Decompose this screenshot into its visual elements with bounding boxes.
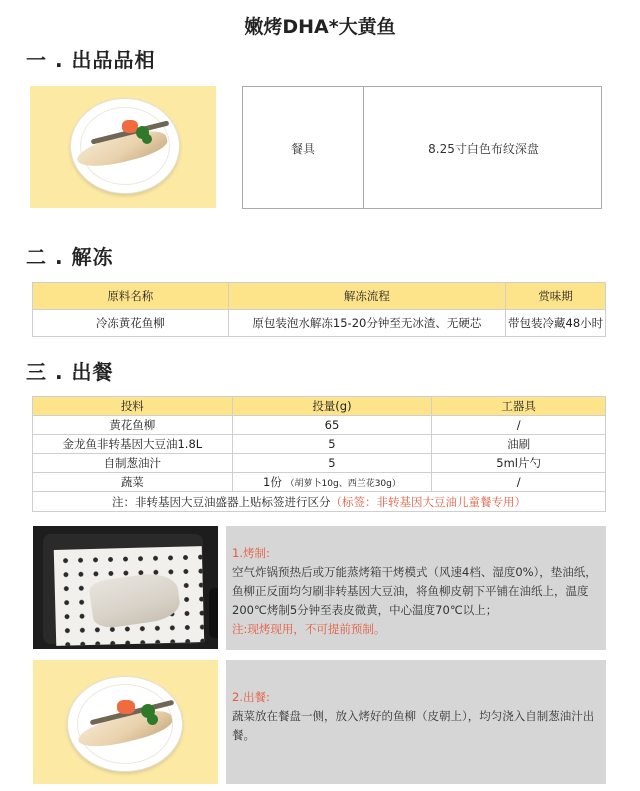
table-note-row (33, 492, 606, 512)
serve-header-tools: 工器具 (432, 397, 606, 416)
serve-header-ingredient: 投料 (33, 397, 233, 416)
section-heading-thaw: 二 . 解冻 (26, 245, 114, 269)
veg-quantity: 1份 (263, 475, 282, 489)
air-fryer-photo (33, 526, 218, 649)
step-1-warning: 注:现烤现用，不可提前预制。 (232, 622, 386, 636)
serve-cell-tool: 油刷 (432, 435, 606, 454)
table-row (33, 473, 606, 492)
step-1-body: 空气炸锅预热后或万能蒸烤箱干烤模式（风速4档、湿度0%），垫油纸，鱼柳正反面均匀刷非转基因大豆油，将鱼柳皮朝下平铺在油纸上，温度200℃烤制5分钟至表皮微黄，中心温度70℃以上； (232, 565, 597, 617)
thaw-cell-shelf-life: 带包装冷藏48小时 (506, 310, 606, 337)
serve-cell-quantity: 5 (232, 454, 432, 473)
serve-cell-quantity: 65 (232, 416, 432, 435)
serve-header-quantity: 投量(g) (232, 397, 432, 416)
thaw-cell-ingredient: 冷冻黄花鱼柳 (33, 310, 229, 337)
serve-cell-ingredient: 黄花鱼柳 (33, 416, 233, 435)
thaw-header-process: 解冻流程 (228, 283, 506, 310)
broccoli-image (147, 714, 158, 725)
serve-cell-tool: 5ml片勺 (432, 454, 606, 473)
section-heading-appearance: 一 . 出品品相 (26, 48, 156, 72)
table-row (33, 435, 606, 454)
step-2-body: 蔬菜放在餐盘一侧，放入烤好的鱼柳（皮朝上），均匀浇入自制葱油汁出餐。 (232, 709, 595, 742)
step-1-title: 1.烤制: (232, 546, 270, 560)
table-row (33, 416, 606, 435)
serve-cell-quantity (232, 473, 432, 492)
section-heading-serve: 三 . 出餐 (26, 360, 114, 384)
thaw-header-ingredient: 原料名称 (33, 283, 229, 310)
serve-cell-tool: / (432, 416, 606, 435)
serve-cell-ingredient: 蔬菜 (33, 473, 233, 492)
oil-note-text: 注：非转基因大豆油盛器上贴标签进行区分 (112, 494, 331, 509)
carrot-image (117, 700, 135, 714)
broccoli-image (142, 134, 152, 144)
tableware-box (242, 86, 602, 209)
step-1-box (226, 526, 606, 650)
oil-note (33, 492, 606, 512)
step-2-box (226, 660, 606, 784)
serve-cell-tool: / (432, 473, 606, 492)
step-2-title: 2.出餐: (232, 690, 270, 704)
dish-photo (30, 86, 216, 208)
page-title: 嫩烤DHA*大黄鱼 (244, 16, 396, 38)
tableware-value: 8.25寸白色布纹深盘 (428, 142, 539, 156)
serve-cell-quantity: 5 (232, 435, 432, 454)
plated-dish-photo (33, 660, 218, 784)
serve-cell-ingredient: 金龙鱼非转基因大豆油1.8L (33, 435, 233, 454)
serve-cell-ingredient: 自制葱油汁 (33, 454, 233, 473)
fryer-handle-image (209, 588, 218, 638)
thaw-cell-process: 原包装泡水解冻15-20分钟至无冰渣、无硬芯 (228, 310, 506, 337)
tableware-label: 餐具 (290, 142, 315, 156)
serve-table (32, 396, 606, 512)
table-row (33, 454, 606, 473)
veg-quantity-note: （胡萝卜10g、西兰花30g） (285, 479, 401, 489)
oil-note-label: （标签：非转基因大豆油儿童餐专用） (330, 494, 526, 509)
thaw-header-shelf-life: 赏味期 (506, 283, 606, 310)
thaw-table (32, 282, 606, 337)
